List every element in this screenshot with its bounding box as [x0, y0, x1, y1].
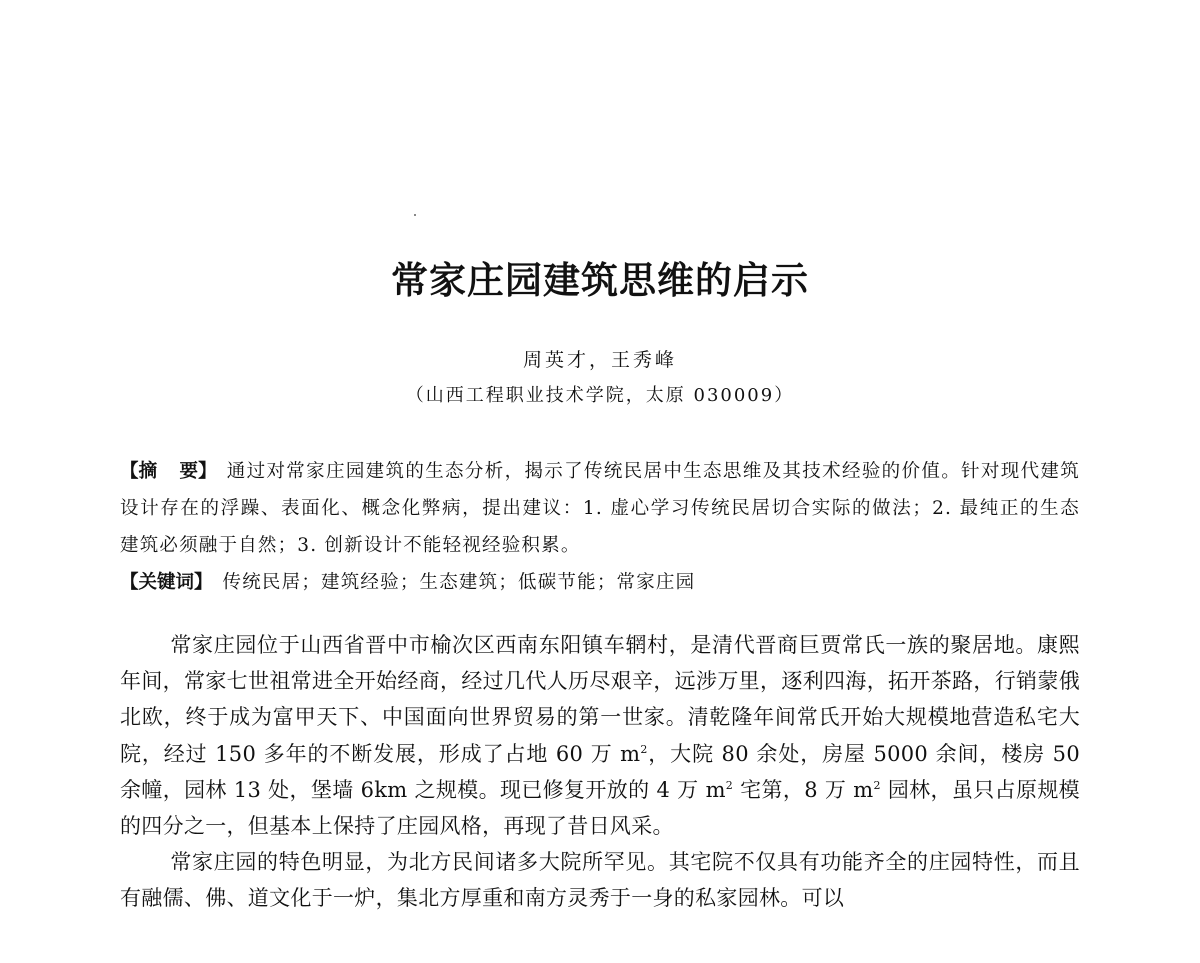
scan-speck	[414, 214, 416, 216]
body-paragraph-2: 常家庄园的特色明显，为北方民间诸多大院所罕见。其宅院不仅具有功能齐全的庄园特性，而且有融儒、佛、道文化于一炉，集北方厚重和南方灵秀于一身的私家园林。可以	[120, 850, 1080, 911]
authors: 周英才，王秀峰	[522, 349, 677, 371]
abstract-block	[120, 453, 1080, 601]
body-text	[120, 627, 1080, 917]
abstract-label: 【摘 要】	[120, 461, 217, 482]
abstract-paragraph	[120, 453, 1080, 564]
body-paragraph-1: 常家庄园位于山西省晋中市榆次区西南东阳镇车辋村，是清代晋商巨贾常氏一族的聚居地。康熙年间，常家七世祖常进全开始经商，经过几代人历尽艰辛，远涉万里，逐利四海，拓开茶路，行销蒙俄北欧，终于成为富甲天下、中国面向世界贸易的第一世家。清乾隆年间常氏开始大规模地营造私宅大院，经过 150 多年的不断发展，形成了占地 60 万 $m^2$，大院 80 余处，房屋 5000 余间，楼房 50 余幢，园林 13 处，堡墙 6km 之规模。现已修复开放的 4 万 $m^2$ 宅第，8 万 $m^2$ 园林，虽只占原规模的四分之一，但基本上保持了庄园风格，再现了昔日风采。	[120, 633, 1080, 839]
keywords-paragraph	[120, 564, 1080, 601]
keywords-text: 传统民居；建筑经验；生态建筑；低碳节能；常家庄园	[222, 572, 696, 593]
affiliation: （山西工程职业技术学院，太原 030009）	[405, 385, 795, 406]
paper-title: 常家庄园建筑思维的启示	[391, 259, 809, 302]
abstract-text: 通过对常家庄园建筑的生态分析，揭示了传统民居中生态思维及其技术经验的价值。针对现代建筑设计存在的浮躁、表面化、概念化弊病，提出建议：1. 虚心学习传统民居切合实际的做法；2. 最纯正的生态建筑必须融于自然；3. 创新设计不能轻视经验积累。	[120, 461, 1080, 556]
keywords-label: 【关键词】	[120, 572, 213, 593]
